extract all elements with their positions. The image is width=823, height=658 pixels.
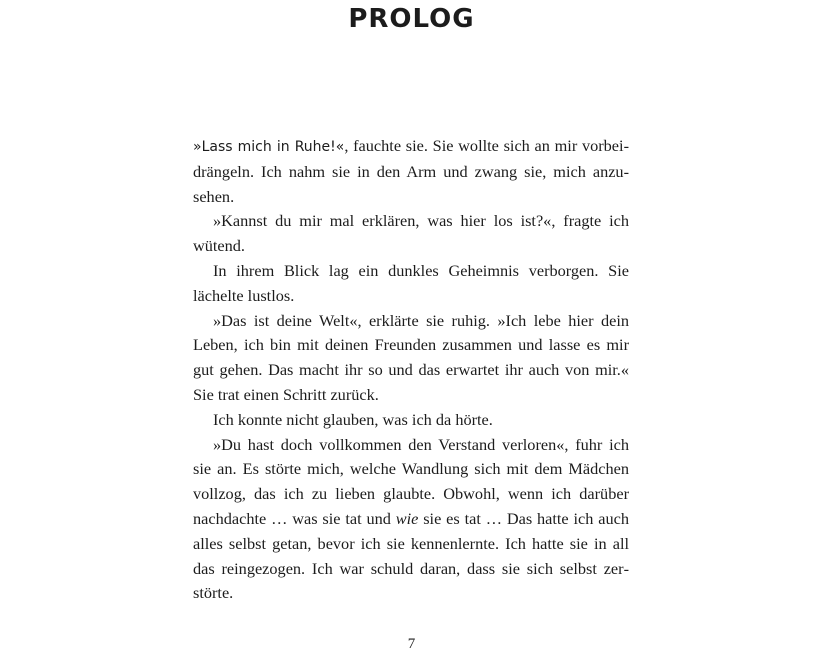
paragraph-6-emphasis: wie <box>395 508 419 528</box>
paragraph-6 <box>193 433 629 607</box>
paragraph-4: »Das ist deine Welt«, erklärte sie ruhig. »Ich lebe hier dein Leben, ich bin mit deinen Freunden zusammen und lasse es mir gut gehen. Das macht ihr so und das erwartet ihr auch von mir.« Sie trat einen Schritt zurück. <box>193 310 629 404</box>
paragraph-1-lead-in: »Lass mich in Ruhe!« <box>193 139 345 155</box>
paragraph-1-text: , fauchte sie. Sie wollte sich an mir vorbeidrängeln. Ich nahm sie in den Arm und zwang sie, mich anzusehen. <box>193 136 629 206</box>
page-number: 7 <box>407 636 416 652</box>
chapter-title: PROLOG <box>348 4 475 34</box>
body-text <box>193 134 629 606</box>
paragraph-2: »Kannst du mir mal erklären, was hier los ist?«, fragte ich wütend. <box>193 211 629 256</box>
paragraph-3: In ihrem Blick lag ein dunkles Geheimnis verborgen. Sie lächelte lustlos. <box>193 260 629 305</box>
paragraph-1 <box>193 134 629 209</box>
paragraph-6-text-a: »Du hast doch vollkommen den Verstand verloren«, fuhr ich sie an. Es störte mich, welche Wandlung sich mit dem Mädchen vollzog, das ich zu lieben glaubte. Obwohl, wenn ich darüber nachdachte … was sie tat und <box>193 434 629 528</box>
paragraph-5: Ich konnte nicht glauben, was ich da hörte. <box>213 409 493 429</box>
paragraph-6-text-b: sie es tat … Das hatte ich auch alles selbst getan, bevor ich sie kennenlernte. Ich hatte sie in all das reingezogen. Ich war schuld daran, dass sie sich selbst zerstörte. <box>193 508 629 603</box>
